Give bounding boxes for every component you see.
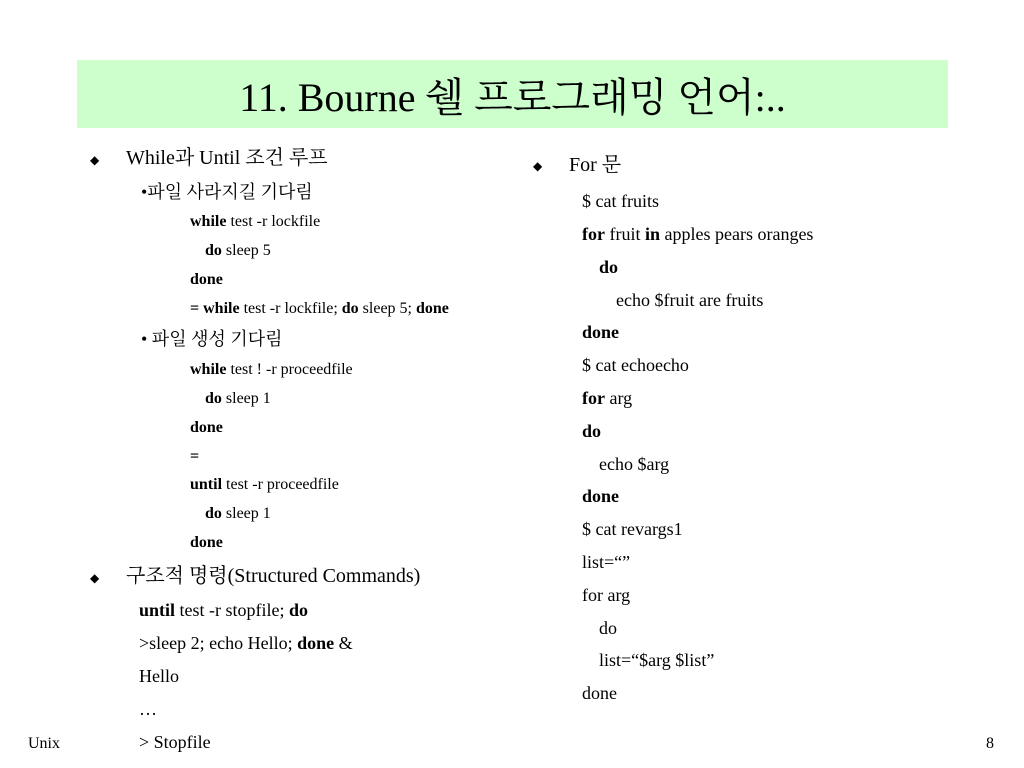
code-line: done [190,419,223,436]
code-line: done [582,486,620,506]
code-line: for arg [582,388,633,408]
diamond-bullet-icon: ◆ [533,159,543,173]
sub2-label: • 파일 생성 기다림 [141,329,283,349]
footer-label: Unix [28,735,60,752]
code-line: until test -r proceedfile [190,476,339,493]
code-line: while test -r lockfile [190,213,321,230]
for-heading: For 문 [569,154,622,176]
code-line: for fruit in apples pears oranges [582,224,814,244]
section1-heading: While과 Until 조건 루프 [126,147,328,169]
code-line: $ cat fruits [582,191,659,211]
code-line: for arg [582,585,631,605]
section2-heading: 구조적 명령(Structured Commands) [126,565,421,587]
code-line: done [190,271,223,288]
code-line: done [582,322,620,342]
code-line: Hello [139,666,179,686]
diamond-bullet-icon: ◆ [90,571,100,585]
code-line: = [190,448,200,465]
code-line: done [190,534,223,551]
code-line: list=“$arg $list” [599,650,715,670]
page-number: 8 [986,735,994,752]
code-line: do [599,257,619,277]
code-line: … [139,699,157,719]
code-line: while test ! -r proceedfile [190,361,353,378]
code-line: do [599,618,617,638]
title-bar [77,60,948,128]
code-line: list=“” [582,552,631,572]
sub1-label: •파일 사라지길 기다림 [141,182,313,202]
code-line: $ cat echoecho [582,355,689,375]
code-line: >sleep 2; echo Hello; done & [139,633,353,653]
code-line: > Stopfile [139,732,211,752]
code-line: do sleep 1 [205,505,271,522]
code-line: do sleep 5 [205,242,271,259]
code-line: echo $fruit are fruits [616,290,764,310]
code-line: $ cat revargs1 [582,519,683,539]
slide-title: 11. Bourne 쉘 프로그래밍 언어:.. [239,74,786,120]
code-line: do sleep 1 [205,390,271,407]
code-line: until test -r stopfile; do [139,600,309,620]
code-line: echo $arg [599,454,670,474]
code-line: done [582,683,617,703]
code-line: = while test -r lockfile; do sleep 5; done [190,300,449,317]
diamond-bullet-icon: ◆ [90,153,100,167]
code-line: do [582,421,602,441]
